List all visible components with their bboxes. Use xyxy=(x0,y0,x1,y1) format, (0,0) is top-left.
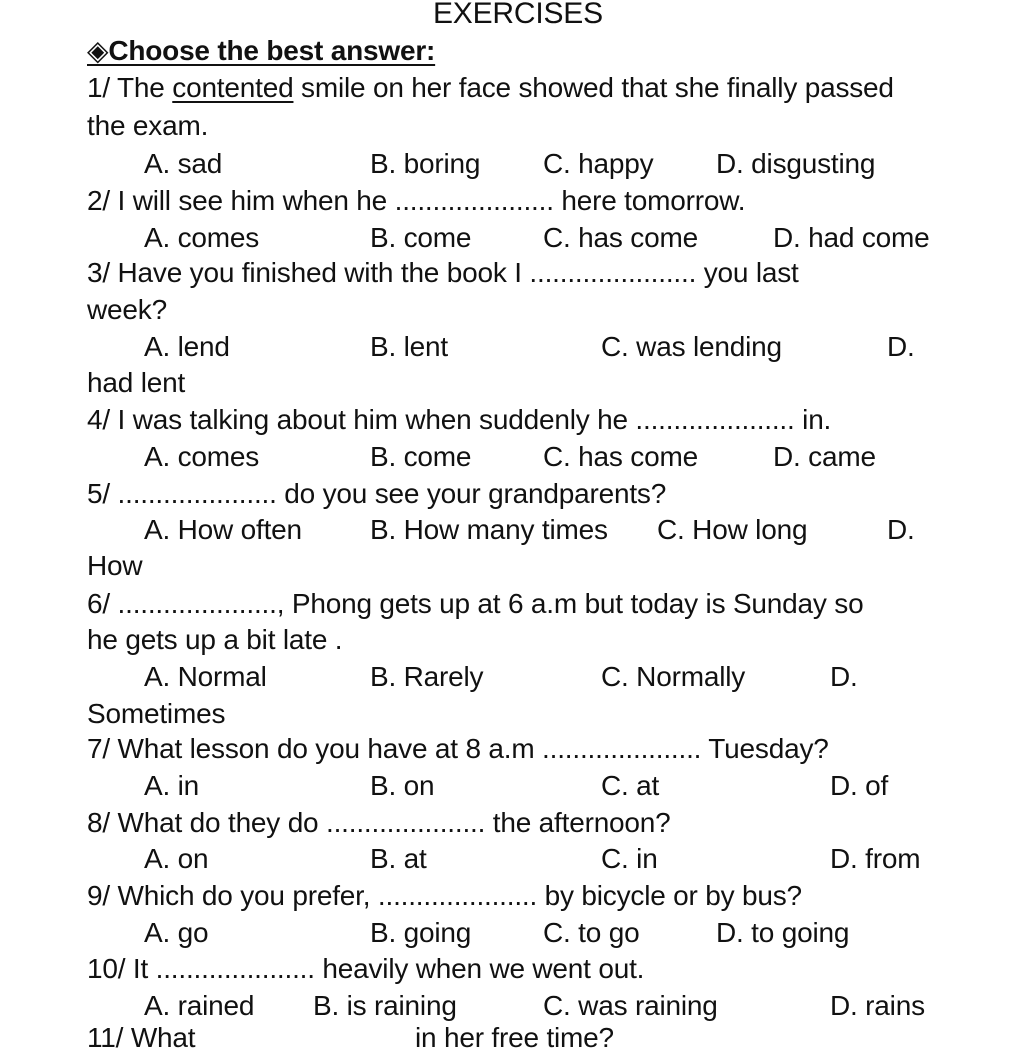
question-5: 5/ ..................... do you see your grandparents? xyxy=(87,478,667,509)
q8-option-a[interactable]: A. on xyxy=(144,843,209,874)
q6-option-d[interactable]: D. xyxy=(830,661,858,692)
question-2: 2/ I will see him when he ..................... here tomorrow. xyxy=(87,185,746,216)
q2-option-c[interactable]: C. has come xyxy=(543,222,698,253)
page-title: EXERCISES xyxy=(433,0,603,30)
q10-option-a[interactable]: A. rained xyxy=(144,990,255,1021)
question-6: 6/ ....................., Phong gets up at 6 a.m but today is Sunday so xyxy=(87,588,864,619)
q1-option-a[interactable]: A. sad xyxy=(144,148,223,179)
question-1-end: smile on her face showed that she finally passed xyxy=(293,72,894,103)
section-heading: ◈Choose the best answer: xyxy=(87,35,436,66)
question-1 xyxy=(87,70,894,106)
q8-option-d[interactable]: D. from xyxy=(830,843,921,874)
q3-option-a[interactable]: A. lend xyxy=(144,331,230,362)
q7-option-b[interactable]: B. on xyxy=(370,770,435,801)
question-4: 4/ I was talking about him when suddenly he ..................... in. xyxy=(87,404,832,435)
question-6-continuation: he gets up a bit late . xyxy=(87,624,343,655)
q4-option-b[interactable]: B. come xyxy=(370,441,472,472)
q4-option-c[interactable]: C. has come xyxy=(543,441,698,472)
q8-option-c[interactable]: C. in xyxy=(601,843,658,874)
q3-option-b[interactable]: B. lent xyxy=(370,331,448,362)
q3-option-d[interactable]: D. xyxy=(887,331,915,362)
question-10: 10/ It ..................... heavily when we went out. xyxy=(87,953,645,984)
q5-option-a[interactable]: A. How often xyxy=(144,514,302,545)
question-1-continuation: the exam. xyxy=(87,110,209,141)
question-11-start-cut-off: 11/ What xyxy=(87,1022,196,1053)
q5-option-d-continuation: How xyxy=(87,550,143,581)
q9-option-d[interactable]: D. to going xyxy=(716,917,850,948)
question-3-continuation: week? xyxy=(87,294,167,325)
q2-option-a[interactable]: A. comes xyxy=(144,222,260,253)
q4-option-d[interactable]: D. came xyxy=(773,441,876,472)
q10-option-b[interactable]: B. is raining xyxy=(313,990,457,1021)
q3-option-c[interactable]: C. was lending xyxy=(601,331,782,362)
q2-option-b[interactable]: B. come xyxy=(370,222,472,253)
q7-option-a[interactable]: A. in xyxy=(144,770,200,801)
q1-option-b[interactable]: B. boring xyxy=(370,148,481,179)
question-11-end-cut-off: in her free time? xyxy=(415,1022,614,1053)
q1-option-c[interactable]: C. happy xyxy=(543,148,654,179)
q9-option-b[interactable]: B. going xyxy=(370,917,472,948)
question-1-start: 1/ The xyxy=(87,72,173,103)
question-7: 7/ What lesson do you have at 8 a.m ..................... Tuesday? xyxy=(87,733,829,764)
q7-option-d[interactable]: D. of xyxy=(830,770,889,801)
q8-option-b[interactable]: B. at xyxy=(370,843,427,874)
q5-option-b[interactable]: B. How many times xyxy=(370,514,608,545)
q6-option-b[interactable]: B. Rarely xyxy=(370,661,484,692)
q7-option-c[interactable]: C. at xyxy=(601,770,660,801)
q3-option-d-continuation: had lent xyxy=(87,367,186,398)
question-8: 8/ What do they do ..................... the afternoon? xyxy=(87,807,671,838)
q5-option-c[interactable]: C. How long xyxy=(657,514,808,545)
q10-option-d[interactable]: D. rains xyxy=(830,990,925,1021)
q6-option-c[interactable]: C. Normally xyxy=(601,661,746,692)
q5-option-d[interactable]: D. xyxy=(887,514,915,545)
q6-option-a[interactable]: A. Normal xyxy=(144,661,267,692)
q6-option-d-continuation: Sometimes xyxy=(87,698,226,729)
q2-option-d[interactable]: D. had come xyxy=(773,222,930,253)
question-3: 3/ Have you finished with the book I ...................... you last xyxy=(87,257,799,288)
q10-option-c[interactable]: C. was raining xyxy=(543,990,718,1021)
question-9: 9/ Which do you prefer, ..................... by bicycle or by bus? xyxy=(87,880,802,911)
q4-option-a[interactable]: A. comes xyxy=(144,441,260,472)
q9-option-c[interactable]: C. to go xyxy=(543,917,640,948)
q9-option-a[interactable]: A. go xyxy=(144,917,209,948)
question-1-underlined-word: contented xyxy=(172,72,294,103)
q1-option-d[interactable]: D. disgusting xyxy=(716,148,876,179)
